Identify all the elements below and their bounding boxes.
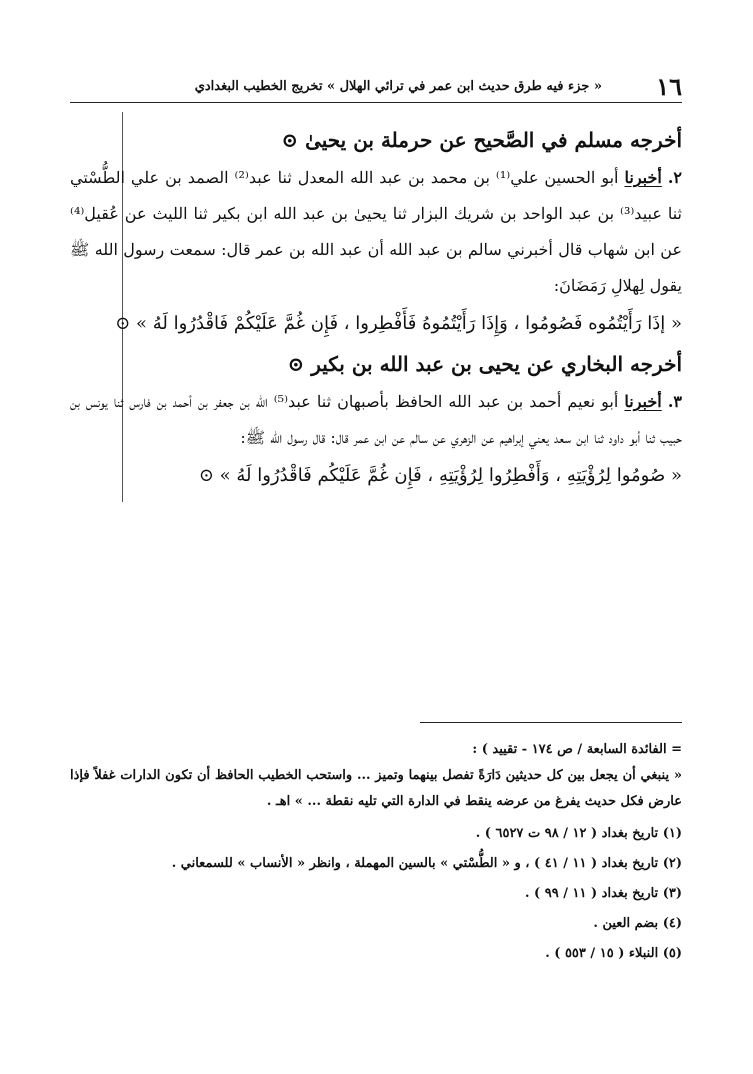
header-rule [70,102,682,103]
footnote-3: (٣) تاريخ بغداد ( ١١ / ٩٩ ) . [524,886,682,901]
heading-muslim: أخرجه مسلم في الصَّحيح عن حرملة بن يحيىٰ ⊙ [281,128,682,152]
hadith-3-number: ٣. [667,392,682,411]
hadith-3-matn: « صُومُوا لِرُؤْيَتِهِ ، وَأَفْطِرُوا لِرُؤْيَتِهِ ، فَإِن غُمَّ عَلَيْكُم فَاقْدُرُوا لَهُ » ⊙ [198,465,682,486]
footnote-list [70,819,682,969]
page-number: ١٦ [656,72,682,101]
heading-bukhari: أخرجه البخاري عن يحيى بن عبد الله بن بكير ⊙ [287,352,682,376]
hadith-2-isnad [70,160,682,304]
main-text [70,120,682,496]
footnote-4: (٤) بضم العين . [593,916,682,931]
hadith-2-matn: « إذَا رَأَيْتُمُوه فَصُومُوا ، وَإِذَا رَأَيْتُمُوهُ فَأَفْطِروا ، فَإِن غُمَّ عَلَيْكُمْ فَاقْدُرُوا لَهُ » ⊙ [115,313,682,334]
hadith-2-number: ٢. [667,168,683,187]
hadith-3-text: أبو نعيم أحمد بن عبد الله الحافظ بأصبهان ثنا عبد⁽⁵⁾ الله بن جعفر بن أحمد بن فارس ثنا يونس بن حبيب ثنا أبو داود ثنا ابن سعد يعني إبراهيم عن الزهري عن سالم عن ابن عمر قال: قال رسول الله ﷺ: [70,392,682,447]
footnote-5: (٥) النبلاء ( ١٥ / ٥٥٣ ) . [545,946,682,961]
footnote-rule [420,722,682,723]
footnote-continuation-source: = الفائدة السابعة / ص ١٧٤ - تقييد ) : [472,742,682,757]
hadith-2-keyword: أخبرنا [624,168,662,187]
running-title: « جزء فيه طرق حديث ابن عمر في ترائي الهلال » تخريج الخطيب البغدادي [194,79,602,94]
footnote-1: (١) تاريخ بغداد ( ١٢ / ٩٨ ت ٦٥٢٧ ) . [475,826,682,841]
hadith-2-text: أبو الحسين علي⁽¹⁾ بن محمد بن عبد الله المعدل ثنا عبد⁽²⁾ الصمد بن علي الطُّسْتي ثنا عبيد⁽³⁾ بن عبد الواحد بن شريك البزار ثنا يحيىٰ بن عبد الله ابن بكير ثنا الليث عن عُقيل⁽⁴⁾ عن ابن شهاب قال أخبرني سالم بن عبد الله أن عبد الله بن عمر قال: سمعت رسول الله ﷺ يقول لِهلالِ رَمَضَانَ: [70,168,682,295]
footnote-2: (٢) تاريخ بغداد ( ١١ / ٤١ ) ، و « الطُّسْتي » بالسين المهملة ، وانظر « الأنساب » للسمعاني . [171,856,682,871]
hadith-3-isnad [70,384,682,456]
footnotes [70,722,682,969]
page-header [70,72,682,106]
footnote-continuation-quote: « ينبغي أن يجعل بين كل حديثين دَارَةً تفصل بينهما وتميز ... واستحب الخطيب الحافظ أن تكون الدارات غفلاً فإذا عارض فكل حديث يفرغ من عرضه ينقط في الدارة التي تليه نقطة ... » اهـ . [70,768,682,809]
hadith-3-keyword: أخبرنا [624,392,662,411]
